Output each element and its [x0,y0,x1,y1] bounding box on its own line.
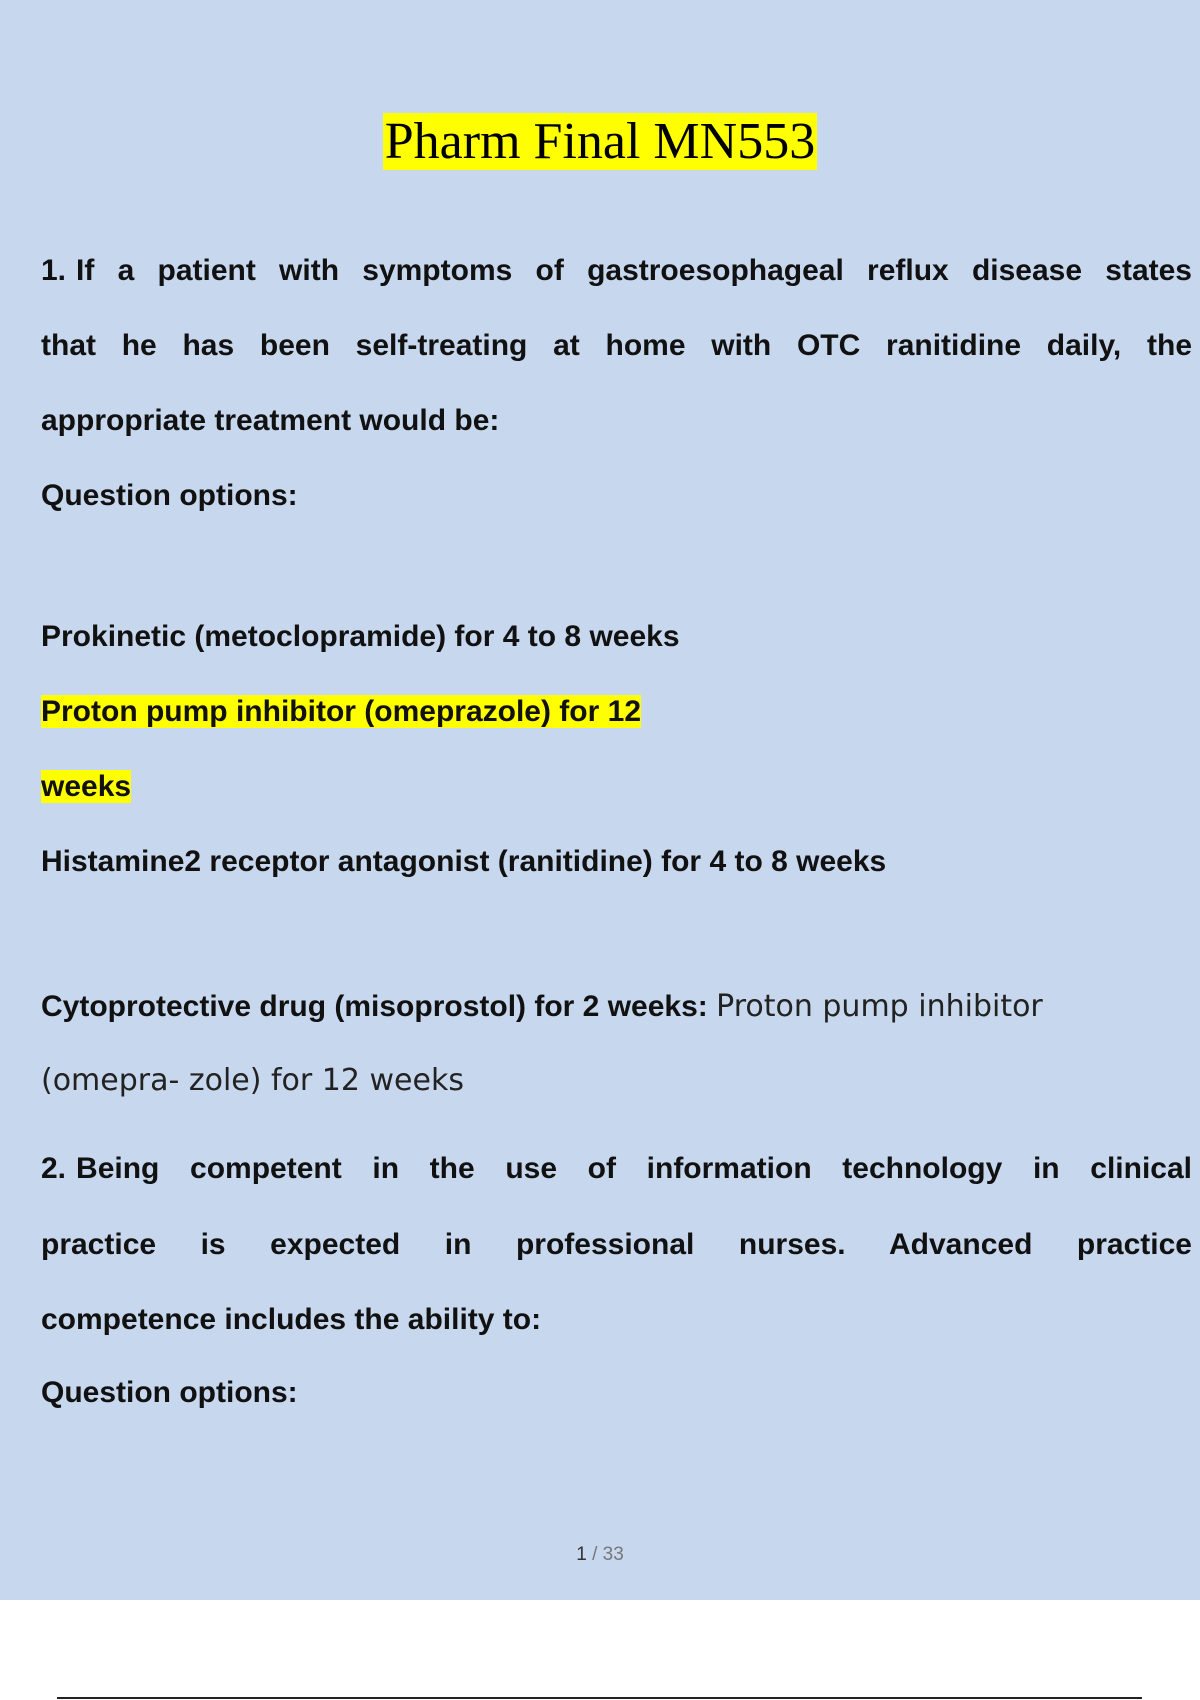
question-2-stem-line-2: practice is expected in professional nurses. Advanced practice [41,1228,1192,1261]
question-2-stem-line-3: competence includes the ability to: [41,1303,542,1336]
question-2-options-label: Question options: [41,1376,298,1409]
highlighted-answer: weeks [41,770,132,803]
current-page-number: 1 [576,1544,587,1565]
question-1-answer-text-line-2: (omepra- zole) for 12 weeks [41,1063,464,1098]
question-1-stem-line-1 [41,252,1192,290]
question-1-option-1: Prokinetic (metoclopramide) for 4 to 8 weeks [41,620,680,653]
page-counter [0,1540,1200,1570]
question-1-answer-text: Proton pump inhibitor [716,989,1043,1024]
question-1-option-4-text: Cytoprotective drug (misoprostol) for 2 weeks: [41,990,708,1023]
question-1-number: 1. [41,254,67,287]
question-1-option-2-line-2 [41,768,131,806]
question-1-option-3: Histamine2 receptor antagonist (ranitidine) for 4 to 8 weeks [41,845,887,878]
question-2-number: 2. [41,1152,67,1185]
question-1-stem-line-3: appropriate treatment would be: [41,404,500,437]
question-1-stem-line-2: that he has been self-treating at home with OTC ranitidine daily, the [41,329,1192,362]
question-1-stem-text: If a patient with symptoms of gastroesophageal reflux disease states [76,254,1192,287]
question-1-option-4 [41,988,1043,1026]
total-pages: 33 [602,1544,624,1565]
question-1-option-2-line-1 [41,693,641,731]
question-2-stem-line-1 [41,1150,1192,1188]
document-title: Pharm Final MN553 [384,113,816,170]
title-container [0,110,1200,174]
highlighted-answer: Proton pump inhibitor (omeprazole) for 12 [41,695,641,728]
question-1-options-label: Question options: [41,479,298,512]
question-2-stem-text: Being competent in the use of information technology in clinical [76,1152,1192,1185]
page-separator: / [592,1544,598,1565]
page-divider-line [57,1697,1142,1699]
